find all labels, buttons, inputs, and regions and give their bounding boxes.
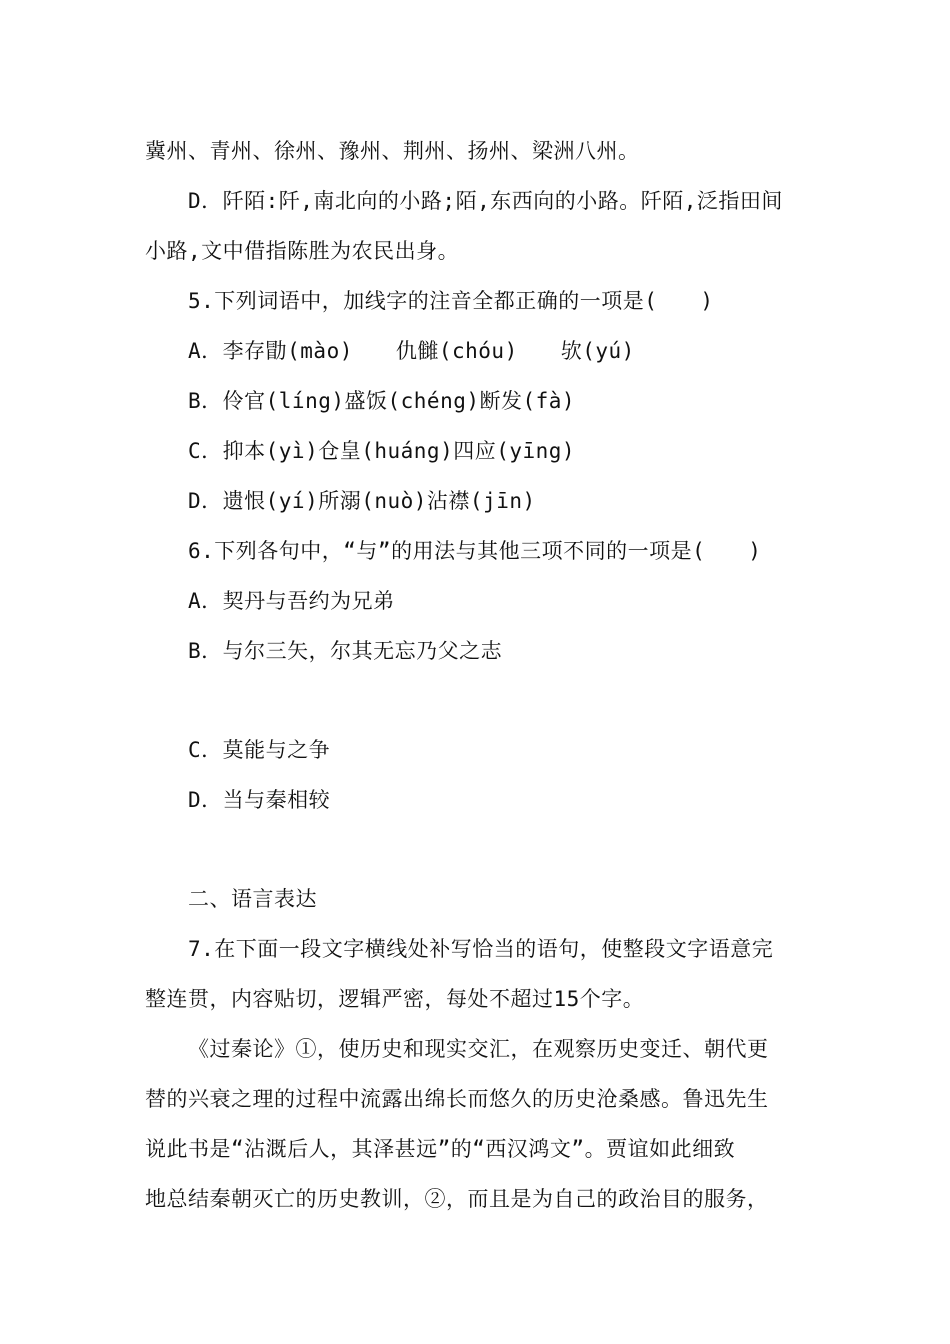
option-d-gloss: D．阡陌:阡,南北向的小路;陌,东西向的小路。阡陌,泛指田间	[188, 189, 783, 213]
question-7-stem-continued: 整连贯，内容贴切，逻辑严密，每处不超过15个字。	[145, 987, 645, 1011]
question-5-stem: 5.下列词语中，加线字的注音全都正确的一项是( )	[188, 289, 714, 313]
question-5-option-c: C．抑本(yì)仓皇(huáng)四应(yīng)	[188, 439, 576, 463]
text-line-continuation: 冀州、青州、徐州、豫州、荆州、扬州、梁洲八州。	[145, 139, 640, 163]
passage-line: 说此书是“沾溉后人，其泽甚远”的“西汉鸿文”。贾谊如此细致	[145, 1137, 736, 1161]
passage-line: 地总结秦朝灭亡的历史教训，②，而且是为自己的政治目的服务，	[145, 1187, 769, 1211]
question-5-option-a: A．李存勖(mào) 仇雠(chóu) 欤(yú)	[188, 339, 635, 363]
text-line-continuation: 小路,文中借指陈胜为农民出身。	[145, 239, 460, 263]
question-6-option-b: B．与尔三矢，尔其无忘乃父之志	[188, 639, 503, 663]
passage-line: 《过秦论》①，使历史和现实交汇，在观察历史变迁、朝代更	[188, 1037, 769, 1061]
passage-line: 替的兴衰之理的过程中流露出绵长而悠久的历史沧桑感。鲁迅先生	[145, 1087, 769, 1111]
question-5-option-d: D．遗恨(yí)所溺(nuò)沾襟(jīn)	[188, 489, 536, 513]
question-7-stem: 7.在下面一段文字横线处补写恰当的语句，使整段文字语意完	[188, 937, 774, 961]
question-6-option-c: C．莫能与之争	[188, 738, 331, 762]
question-5-option-b: B．伶官(líng)盛饭(chéng)断发(fà)	[188, 389, 576, 413]
question-6-option-a: A．契丹与吾约为兄弟	[188, 589, 395, 613]
question-6-option-d: D．当与秦相较	[188, 788, 331, 812]
question-6-stem: 6.下列各句中，“与”的用法与其他三项不同的一项是( )	[188, 539, 762, 563]
section-heading: 二、语言表达	[188, 887, 317, 911]
